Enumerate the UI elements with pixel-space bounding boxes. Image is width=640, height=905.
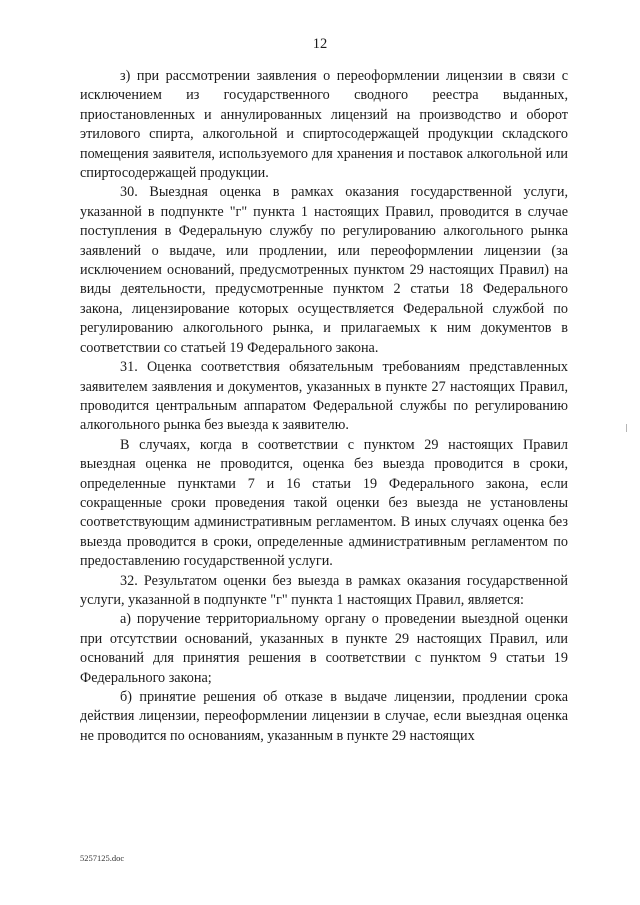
paragraph-z: з) при рассмотрении заявления о переоформлении лицензии в связи с исключением из государственного сводного реестра выданных, приостановленных и аннулированных лицензий на производство и оборот этилового спирта, алкогольной и спиртосодержащей продукции складского помещения заявителя, используемого для хранения и поставок алкогольной или спиртосодержащей продукции. xyxy=(80,68,568,182)
paragraph-32-a: а) поручение территориальному органу о проведении выездной оценки при отсутствии оснований, указанных в пункте 29 настоящих Правил, или оснований для принятия решения в соответствии с пунктом 9 статьи 19 Федерального закона; xyxy=(80,611,568,686)
document-body xyxy=(80,67,568,746)
paragraph-31-cases: В случаях, когда в соответствии с пунктом 29 настоящих Правил выездная оценка не проводится, оценка без выезда проводится в сроки, определенные пунктами 7 и 16 статьи 19 Федерального закона, если сокращенные сроки проведения такой оценки без выезда не установлены соответствующим административным регламентом. В иных случаях оценка без выезда проводится в сроки, определенные административным регламентом по предоставлению государственной услуги. xyxy=(80,436,568,570)
scan-artifact xyxy=(626,424,627,432)
footer-file-code: 5257125.doc xyxy=(80,853,125,863)
paragraph-30: 30. Выездная оценка в рамках оказания государственной услуги, указанной в подпункте "г" пункта 1 настоящих Правил, проводится в случае поступления в Федеральную службу по регулированию алкогольного рынка заявлений о выдаче, или продлении, или переоформлении лицензии (за исключением оснований, предусмотренных пунктом 29 настоящих Правил) на виды деятельности, предусмотренные пунктом 2 статьи 18 Федерального закона, лицензирование которых осуществляется Федеральной службой по регулированию алкогольного рынка, и прилагаемых к ним документов в соответствии со статьей 19 Федерального закона. xyxy=(80,184,568,356)
paragraph-32-b: б) принятие решения об отказе в выдаче лицензии, продлении срока действия лицензии, переоформлении лицензии в случае, если выездная оценка не проводится по основаниям, указанным в пункте 29 настоящих xyxy=(80,689,568,744)
paragraph-32: 32. Результатом оценки без выезда в рамках оказания государственной услуги, указанной в подпункте "г" пункта 1 настоящих Правил, является: xyxy=(80,572,568,608)
page-number: 12 xyxy=(312,36,328,52)
paragraph-31: 31. Оценка соответствия обязательным требованиям представленных заявителем заявления и документов, указанных в пункте 27 настоящих Правил, проводится центральным аппаратом Федеральной службы по регулированию алкогольного рынка без выезда к заявителю. xyxy=(80,359,568,434)
